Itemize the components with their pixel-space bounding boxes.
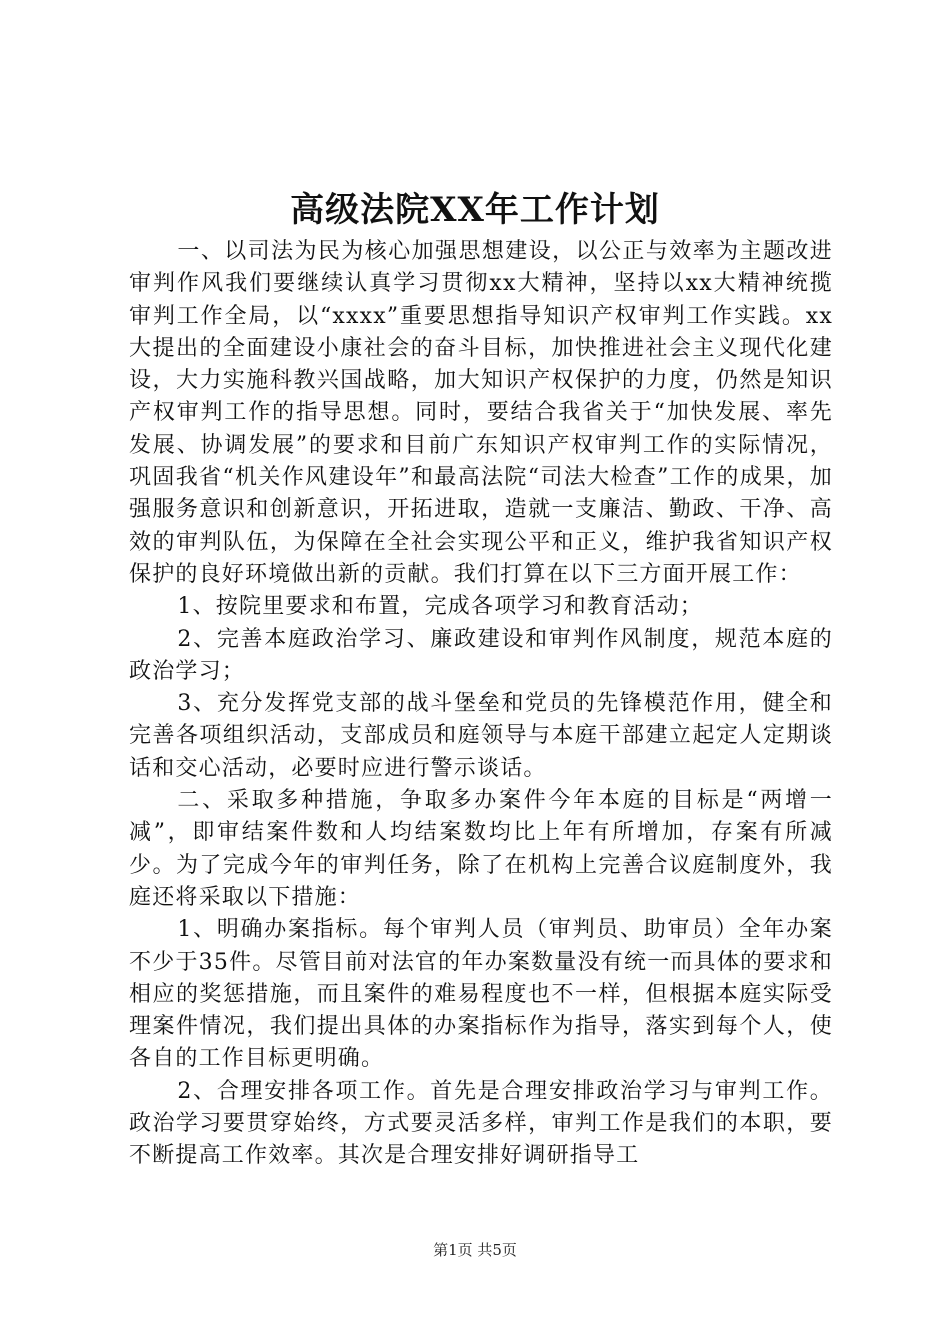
paragraph-section-1: 一、以司法为民为核心加强思想建设，以公正与效率为主题改进审判作风我们要继续认真学习贯彻xx大精神，坚持以xx大精神统揽审判工作全局，以“xxxx”重要思想指导知识产权审判工作实践。xx大提出的全面建设小康社会的奋斗目标，加快推进社会主义现代化建设，大力实施科教兴国战略，加大知识产权保护的力度，仍然是知识产权审判工作的指导思想。同时，要结合我省关于“加快发展、率先发展、协调发展”的要求和目前广东知识产权审判工作的实际情况，巩固我省“机关作风建设年”和最高法院“司法大检查”工作的成果，加强服务意识和创新意识，开拓进取，造就一支廉洁、勤政、干净、高效的审判队伍，为保障在全社会实现公平和正义，维护我省知识产权保护的良好环境做出新的贡献。我们打算在以下三方面开展工作： bbox=[129, 239, 833, 587]
document-title: 高级法院XX年工作计划 bbox=[290, 190, 660, 230]
page-number-footer: 第1页 共5页 bbox=[433, 1241, 517, 1259]
paragraph-item-2-1: 1、明确办案指标。每个审判人员（审判员、助审员）全年办案不少于35件。尽管目前对法官的年办案数量没有统一而具体的要求和相应的奖惩措施，而且案件的难易程度也不一样，但根据本庭实际受理案件情况，我们提出具体的办案指标作为指导，落实到每个人，使各自的工作目标更明确。 bbox=[129, 917, 833, 1072]
paragraph-item-1-3: 3、充分发挥党支部的战斗堡垒和党员的先锋模范作用，健全和完善各项组织活动，支部成员和庭领导与本庭干部建立起定人定期谈话和交心活动，必要时应进行警示谈话。 bbox=[129, 691, 833, 781]
paragraph-item-1-2: 2、完善本庭政治学习、廉政建设和审判作风制度，规范本庭的政治学习； bbox=[129, 626, 833, 684]
paragraph-item-2-2: 2、合理安排各项工作。首先是合理安排政治学习与审判工作。政治学习要贯穿始终，方式要灵活多样，审判工作是我们的本职，要不断提高工作效率。其次是合理安排好调研指导工 bbox=[129, 1078, 833, 1169]
document-body bbox=[129, 236, 833, 1173]
paragraph-item-1-1: 1、按院里要求和布置，完成各项学习和教育活动； bbox=[177, 594, 703, 620]
paragraph-section-2: 二、采取多种措施，争取多办案件今年本庭的目标是“两增一减”，即审结案件数和人均结案数均比上年有所增加，存案有所减少。为了完成今年的审判任务，除了在机构上完善合议庭制度外，我庭还将采取以下措施： bbox=[129, 788, 833, 910]
